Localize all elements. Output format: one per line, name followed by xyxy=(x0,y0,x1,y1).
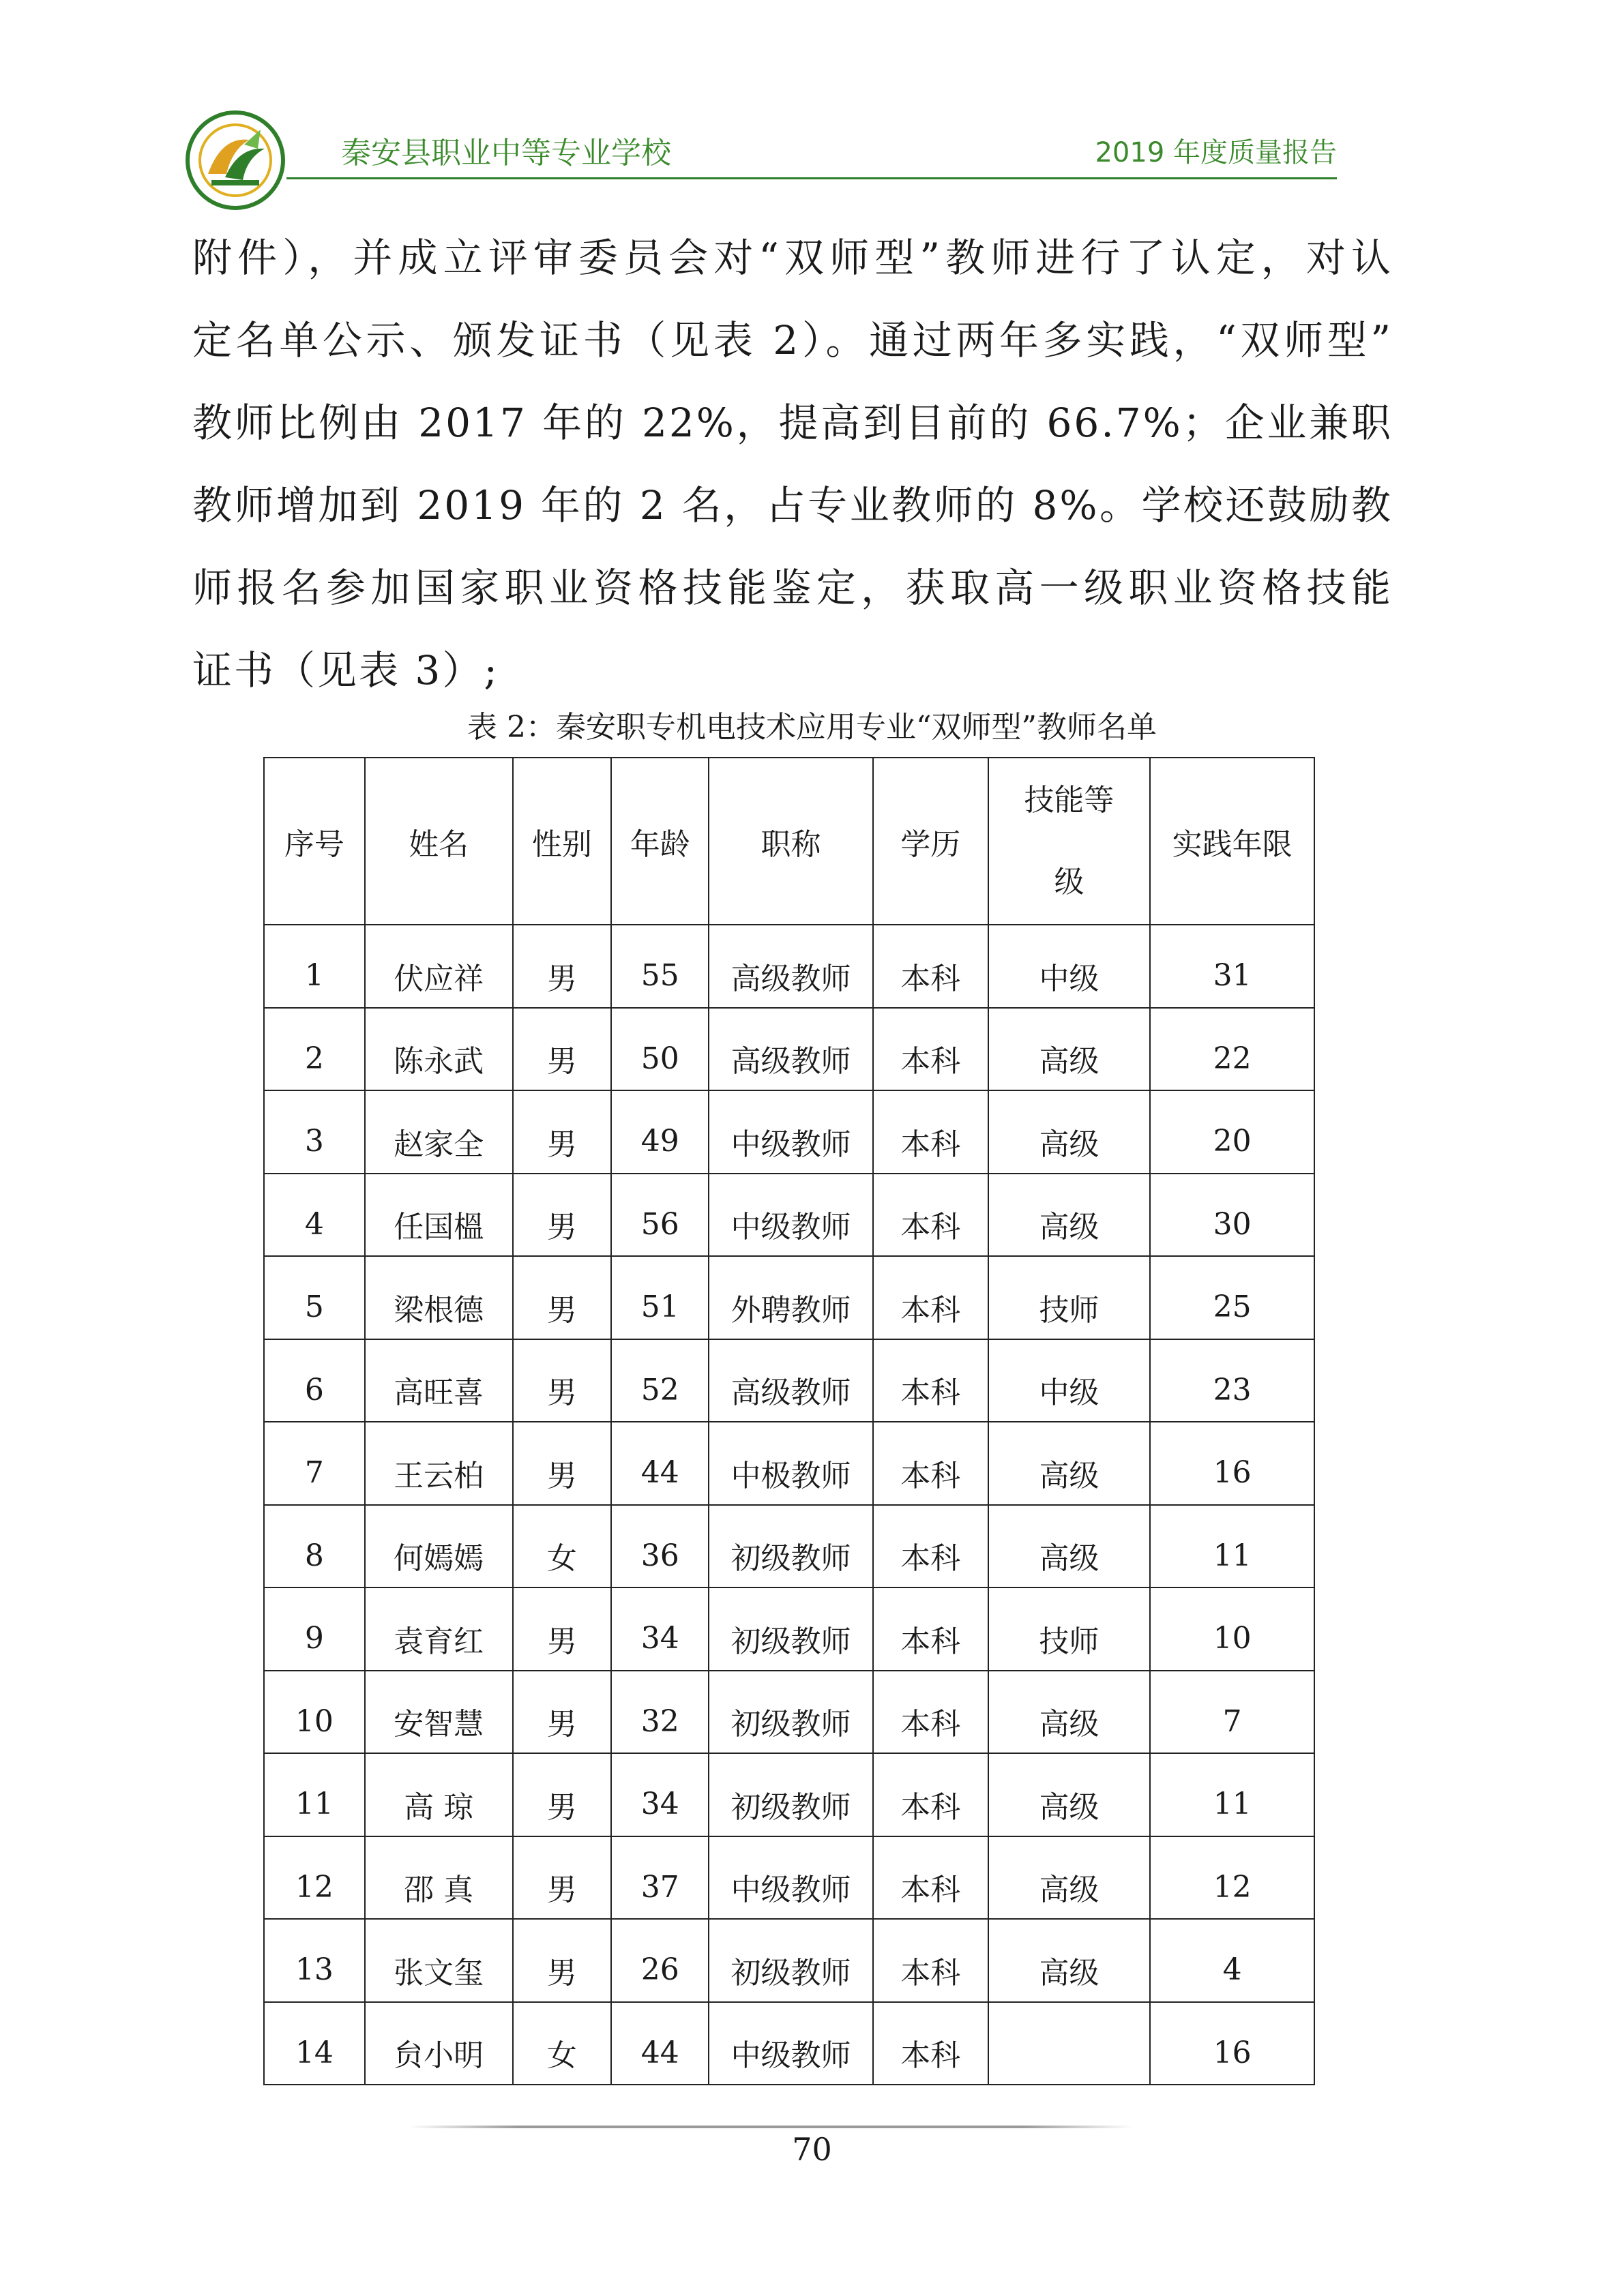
table-cell: 高级 xyxy=(988,1422,1151,1505)
table-cell: 37 xyxy=(611,1836,709,1920)
table-cell: 4 xyxy=(264,1174,365,1257)
table-cell: 中级教师 xyxy=(709,1174,873,1257)
table-cell: 本科 xyxy=(873,1422,988,1505)
table-cell: 34 xyxy=(611,1587,709,1671)
table-cell: 31 xyxy=(1150,925,1314,1008)
header-cell xyxy=(988,758,1151,925)
table-cell: 男 xyxy=(513,1008,612,1091)
table-cell: 技师 xyxy=(988,1587,1151,1671)
table-cell: 高级 xyxy=(988,1174,1151,1257)
table-cell: 50 xyxy=(611,1008,709,1091)
table-cell: 袁育红 xyxy=(365,1587,513,1671)
table-cell: 56 xyxy=(611,1174,709,1257)
table-cell: 男 xyxy=(513,1422,612,1505)
table-cell: 10 xyxy=(1150,1587,1314,1671)
table-cell: 王云柏 xyxy=(365,1422,513,1505)
table-cell: 本科 xyxy=(873,1671,988,1754)
table-cell: 26 xyxy=(611,1919,709,2002)
table-row xyxy=(264,1753,1314,1836)
table-cell: 16 xyxy=(1150,1422,1314,1505)
table-row xyxy=(264,1836,1314,1920)
table-cell: 22 xyxy=(1150,1008,1314,1091)
text-line: 定名单公示、颁发证书（见表 2）。通过两年多实践，“双师型” xyxy=(192,317,1393,363)
table-cell: 中极教师 xyxy=(709,1422,873,1505)
table-cell: 51 xyxy=(611,1256,709,1339)
table-cell: 10 xyxy=(264,1671,365,1754)
teacher-table xyxy=(263,757,1315,2085)
table-cell: 男 xyxy=(513,1919,612,2002)
table-row xyxy=(264,1008,1314,1091)
text-line: 教师增加到 2019 年的 2 名，占专业教师的 8%。学校还鼓励教 xyxy=(192,482,1393,528)
table-cell: 高级 xyxy=(988,1008,1151,1091)
table-cell: 初级教师 xyxy=(709,1919,873,2002)
table-cell: 赵家全 xyxy=(365,1090,513,1174)
table-cell: 初级教师 xyxy=(709,1587,873,1671)
table-caption: 表 2：秦安职专机电技术应用专业“双师型”教师名单 xyxy=(467,710,1157,745)
table-cell: 任国榲 xyxy=(365,1174,513,1257)
table-cell: 中级 xyxy=(988,1339,1151,1422)
table-cell: 本科 xyxy=(873,925,988,1008)
table-cell: 3 xyxy=(264,1090,365,1174)
table-row xyxy=(264,1174,1314,1257)
table-cell: 中级教师 xyxy=(709,2002,873,2085)
table-cell: 20 xyxy=(1150,1090,1314,1174)
header-cell: 年龄 xyxy=(611,758,709,925)
table-cell: 30 xyxy=(1150,1174,1314,1257)
table-cell: 1 xyxy=(264,925,365,1008)
table-cell: 陈永武 xyxy=(365,1008,513,1091)
table-cell: 安智慧 xyxy=(365,1671,513,1754)
report-title: 2019 年度质量报告 xyxy=(1095,137,1337,168)
table-cell: 本科 xyxy=(873,1587,988,1671)
text-line: 教师比例由 2017 年的 22%，提高到目前的 66.7%；企业兼职 xyxy=(192,400,1393,446)
table-cell: 本科 xyxy=(873,1919,988,2002)
table-cell: 男 xyxy=(513,1587,612,1671)
table-cell: 本科 xyxy=(873,1008,988,1091)
table-cell: 本科 xyxy=(873,1339,988,1422)
table-cell: 6 xyxy=(264,1339,365,1422)
table-cell: 中级教师 xyxy=(709,1836,873,1920)
table-cell: 12 xyxy=(1150,1836,1314,1920)
table-cell: 男 xyxy=(513,1836,612,1920)
table-cell: 本科 xyxy=(873,1505,988,1588)
table-cell: 女 xyxy=(513,2002,612,2085)
table-cell: 11 xyxy=(264,1753,365,1836)
table-cell: 23 xyxy=(1150,1339,1314,1422)
table-cell: 男 xyxy=(513,1753,612,1836)
table-cell: 初级教师 xyxy=(709,1753,873,1836)
header-cell: 学历 xyxy=(873,758,988,925)
table-cell: 5 xyxy=(264,1256,365,1339)
table-cell: 49 xyxy=(611,1090,709,1174)
header-cell: 实践年限 xyxy=(1150,758,1314,925)
text-line: 师报名参加国家职业资格技能鉴定，获取高一级职业资格技能 xyxy=(192,565,1393,611)
header-cell: 职称 xyxy=(709,758,873,925)
table-cell: 高级 xyxy=(988,1671,1151,1754)
table-cell: 36 xyxy=(611,1505,709,1588)
table-cell: 11 xyxy=(1150,1753,1314,1836)
table-cell: 12 xyxy=(264,1836,365,1920)
page-number: 70 xyxy=(792,2131,832,2168)
table-cell: 本科 xyxy=(873,1090,988,1174)
table-cell: 初级教师 xyxy=(709,1505,873,1588)
table-cell: 7 xyxy=(264,1422,365,1505)
table-cell: 13 xyxy=(264,1919,365,2002)
table-cell: 本科 xyxy=(873,1753,988,1836)
table-cell: 高 琼 xyxy=(365,1753,513,1836)
table-cell: 高级 xyxy=(988,1090,1151,1174)
table-cell: 高级 xyxy=(988,1505,1151,1588)
table-cell: 高级教师 xyxy=(709,1008,873,1091)
table-cell: 张文玺 xyxy=(365,1919,513,2002)
table-cell: 外聘教师 xyxy=(709,1256,873,1339)
text-line: 证书（见表 3）; xyxy=(192,647,499,694)
table-cell: 初级教师 xyxy=(709,1671,873,1754)
table-cell: 11 xyxy=(1150,1505,1314,1588)
table-cell: 34 xyxy=(611,1753,709,1836)
school-logo-icon xyxy=(184,109,286,211)
table-cell: 高级教师 xyxy=(709,1339,873,1422)
header-skill-label xyxy=(1024,760,1114,923)
table-cell: 男 xyxy=(513,1090,612,1174)
table-cell: 贠小明 xyxy=(365,2002,513,2085)
table-cell: 高级 xyxy=(988,1836,1151,1920)
body-paragraph xyxy=(192,217,1393,712)
text-line: 附件），并成立评审委员会对“双师型”教师进行了认定，对认 xyxy=(192,235,1393,281)
table-cell: 55 xyxy=(611,925,709,1008)
table-cell: 52 xyxy=(611,1339,709,1422)
table-cell: 9 xyxy=(264,1587,365,1671)
table-cell: 男 xyxy=(513,1671,612,1754)
table-cell: 高旺喜 xyxy=(365,1339,513,1422)
table-cell: 女 xyxy=(513,1505,612,1588)
table-cell: 本科 xyxy=(873,2002,988,2085)
table-row xyxy=(264,1339,1314,1422)
table-cell: 本科 xyxy=(873,1836,988,1920)
table-row xyxy=(264,1505,1314,1588)
table-row xyxy=(264,1587,1314,1671)
table-cell: 16 xyxy=(1150,2002,1314,2085)
table-cell: 本科 xyxy=(873,1256,988,1339)
table-cell: 14 xyxy=(264,2002,365,2085)
table-header-row xyxy=(264,758,1314,925)
table-cell: 高级 xyxy=(988,1919,1151,2002)
table-row xyxy=(264,1919,1314,2002)
table-cell: 高级教师 xyxy=(709,925,873,1008)
header-skill-top: 技能等 xyxy=(1024,782,1114,818)
table-cell: 男 xyxy=(513,1339,612,1422)
header-cell: 姓名 xyxy=(365,758,513,925)
table-body xyxy=(264,925,1314,2085)
table-cell: 中级 xyxy=(988,925,1151,1008)
table-cell: 44 xyxy=(611,2002,709,2085)
table-cell xyxy=(988,2002,1151,2085)
table-row xyxy=(264,1090,1314,1174)
footer-divider xyxy=(409,2126,1132,2128)
header-cell: 性别 xyxy=(513,758,612,925)
table-cell: 男 xyxy=(513,925,612,1008)
table-cell: 7 xyxy=(1150,1671,1314,1754)
table-cell: 邵 真 xyxy=(365,1836,513,1920)
table-cell: 何嫣嫣 xyxy=(365,1505,513,1588)
table-cell: 高级 xyxy=(988,1753,1151,1836)
table-cell: 4 xyxy=(1150,1919,1314,2002)
page-header xyxy=(184,109,1337,184)
table-cell: 男 xyxy=(513,1256,612,1339)
table-cell: 2 xyxy=(264,1008,365,1091)
table-row xyxy=(264,1671,1314,1754)
table-cell: 男 xyxy=(513,1174,612,1257)
table-cell: 梁根德 xyxy=(365,1256,513,1339)
header-cell: 序号 xyxy=(264,758,365,925)
table-row xyxy=(264,2002,1314,2085)
table-row xyxy=(264,1422,1314,1505)
header-divider xyxy=(286,177,1337,179)
table-cell: 8 xyxy=(264,1505,365,1588)
table-cell: 32 xyxy=(611,1671,709,1754)
table-cell: 技师 xyxy=(988,1256,1151,1339)
table-cell: 中级教师 xyxy=(709,1090,873,1174)
table-cell: 伏应祥 xyxy=(365,925,513,1008)
school-name: 秦安县职业中等专业学校 xyxy=(341,136,671,170)
header-skill-bottom: 级 xyxy=(1054,864,1084,899)
table-cell: 本科 xyxy=(873,1174,988,1257)
table-cell: 25 xyxy=(1150,1256,1314,1339)
table-cell: 44 xyxy=(611,1422,709,1505)
table-row xyxy=(264,925,1314,1008)
table-row xyxy=(264,1256,1314,1339)
